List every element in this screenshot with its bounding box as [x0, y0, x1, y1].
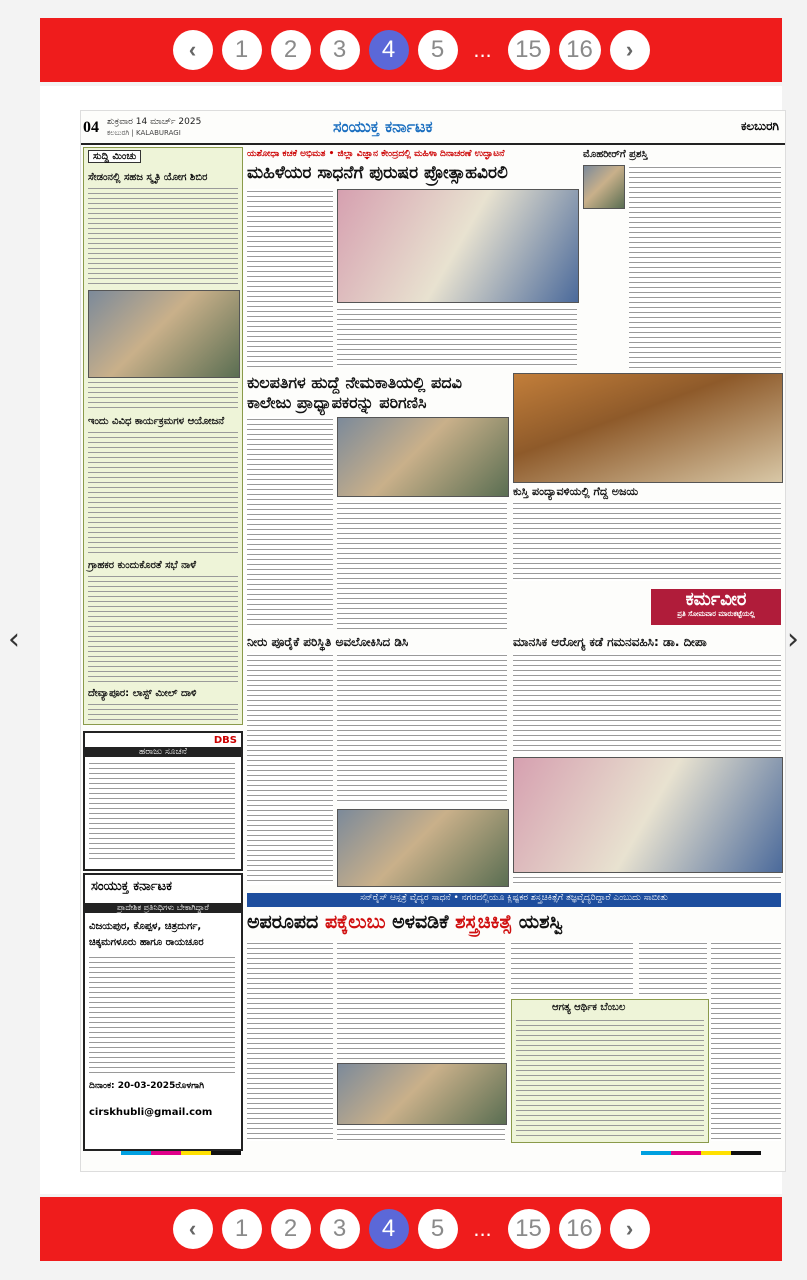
page-2-button-bottom[interactable]: 2	[271, 1209, 311, 1249]
story-2-headline-line-2: ಕಾಲೇಜು ಪ್ರಾಧ್ಯಾಪಕರನ್ನು ಪರಿಗಣಿಸಿ	[247, 393, 427, 412]
side-story-1-title: ಮೊಹರೀರ್‌ಗೆ ಪ್ರಶಸ್ತಿ	[583, 149, 648, 160]
page-4-button-current[interactable]: 4	[369, 30, 409, 70]
brief-2-text	[88, 430, 238, 554]
support-box-title: ಆಗತ್ಯ ಆರ್ಥಿಕ ಬೆಂಬಲ	[552, 1002, 626, 1013]
portrait-photo	[583, 165, 625, 209]
bottom-text-col-3	[511, 941, 633, 995]
page-15-button-bottom[interactable]: 15	[508, 1209, 550, 1249]
next-page-button-bottom[interactable]: ›	[610, 1209, 650, 1249]
bottom-headline	[247, 911, 563, 933]
brief-4-text	[88, 702, 238, 720]
issue-date: ಶುಕ್ರವಾರ 14 ಮಾರ್ಚ್ 2025	[107, 117, 202, 127]
page-canvas	[40, 86, 782, 1194]
story-3-text-col-1	[247, 653, 333, 885]
page-16-button[interactable]: 16	[559, 30, 601, 70]
page-1-button[interactable]: 1	[222, 30, 262, 70]
recruitment-ad	[83, 873, 243, 1151]
brief-photo	[88, 290, 240, 378]
brief-4-title: ದೇವ್ಯಾಪೂರ: ಲಾಸ್ಟ್ ಮೀಲ್ ದಾಳಿ	[88, 688, 197, 699]
brief-2-title: ಇಂದು ವಿವಿಧ ಕಾರ್ಯಕ್ರಮಗಳ ಆಯೋಜನೆ	[88, 416, 225, 427]
pagination-top	[40, 18, 782, 82]
auction-table	[89, 761, 235, 863]
brief-1-text	[88, 186, 238, 284]
lead-text-col-1	[247, 189, 333, 367]
bank-auction-ad	[83, 731, 243, 871]
brief-3-title: ಗ್ರಾಹಕರ ಕುಂದುಕೊರತೆ ಸಭೆ ನಾಳೆ	[88, 560, 197, 571]
bottom-photo	[337, 1063, 507, 1125]
bottom-text-col-4	[639, 941, 707, 995]
dbs-logo: DBS	[213, 735, 237, 746]
print-mark-magenta	[151, 1151, 181, 1155]
headline-part-3: ಅಳವಡಿಕೆ	[392, 911, 449, 933]
ad-logo: ಸಂಯುಕ್ತ ಕರ್ನಾಟಕ	[91, 879, 172, 894]
karma-title: ಕರ್ಮವೀರ	[685, 589, 747, 610]
story-2-text-col-2	[337, 501, 507, 629]
side-story-2-title: ಕುಸ್ತಿ ಪಂದ್ಯಾವಳಿಯಲ್ಲಿ ಗೆದ್ದ ಅಜಯ	[513, 485, 639, 498]
bottom-kicker: ಸನ್‌ರೈಸ್ ಆಸ್ಪತ್ರೆ ವೈದ್ಯರ ಸಾಧನೆ • ನಗರದಲ್ಲಿಯೂ ಕ್ಲಿಷ್ಟಕರ ಶಸ್ತ್ರಚಿಕಿತ್ಸೆಗೆ ತಜ್ಞವೈದ್ಯರಿದ್ದಾರೆ ಎಂಬುದು ಸಾಬೀತು	[247, 893, 781, 907]
story-3-headline: ನೀರು ಪೂರೈಕೆ ಪರಿಸ್ಥಿತಿ ಅವಲೋಕಿಸಿದ ಡಿಸಿ	[247, 635, 409, 649]
page-2-button[interactable]: 2	[271, 30, 311, 70]
story-2-photo	[337, 417, 509, 497]
support-box	[511, 999, 709, 1143]
page-4-button-bottom-current[interactable]: 4	[369, 1209, 409, 1249]
print-mark-yellow-2	[701, 1151, 731, 1155]
lead-text-col-2	[337, 307, 577, 367]
brief-3-text	[88, 574, 238, 682]
lead-photo	[337, 189, 579, 303]
pagination-ellipsis: ...	[473, 37, 492, 62]
newspaper-logo: ಸಂಯುಕ್ತ ಕರ್ನಾಟಕ	[333, 117, 433, 136]
page-3-button[interactable]: 3	[320, 30, 360, 70]
story-2-headline-line-1: ಕುಲಪತಿಗಳ ಹುದ್ದೆ ನೇಮಕಾತಿಯಲ್ಲಿ ಪದವಿ	[247, 373, 462, 392]
bottom-text-col-5	[711, 941, 781, 1141]
photo-caption	[88, 380, 238, 410]
city-name: ಕಲಬುರಗಿ	[740, 119, 779, 133]
headline-part-1: ಅಪರೂಪದ	[247, 911, 319, 933]
newspaper-page	[80, 110, 786, 1172]
lead-headline: ಮಹಿಳೆಯರ ಸಾಧನೆಗೆ ಪುರುಷರ ಪ್ರೋತ್ಸಾಹವಿರಲಿ	[247, 163, 508, 183]
page-1-button-bottom[interactable]: 1	[222, 1209, 262, 1249]
edition-label: ಕಲಬುರಗಿ | KALABURAGI	[107, 129, 181, 137]
story-4-photo	[513, 757, 783, 873]
prev-page-button[interactable]: ‹	[173, 30, 213, 70]
side-next-arrow-icon[interactable]: ›	[787, 622, 799, 657]
masthead	[81, 111, 785, 145]
page-15-button[interactable]: 15	[508, 30, 550, 70]
print-mark-black-2	[731, 1151, 761, 1155]
ad-deadline: ದಿನಾಂಕ: 20-03-2025ರೊಳಗಾಗಿ	[89, 1081, 205, 1091]
page-5-button[interactable]: 5	[418, 30, 458, 70]
print-mark-cyan-2	[641, 1151, 671, 1155]
section-tag: ಸುದ್ದಿ ಮಿಂಚು	[88, 150, 141, 163]
lead-kicker: ಯಶೋಧಾ ಕಚಕೆ ಅಭಿಮತ • ಜಿಲ್ಲಾ ವಿಜ್ಞಾನ ಕೇಂದ್ರದಲ್ಲಿ ಮಹಿಳಾ ದಿನಾಚರಣೆ ಉದ್ಘಾಟನೆ	[247, 149, 505, 159]
ad-line-2: ವಿಜಯಪುರ, ಕೊಪ್ಪಳ, ಚಿತ್ರದುರ್ಗ,	[89, 921, 202, 932]
karma-subtitle: ಪ್ರತಿ ಸೋಮವಾರ ಮಾರುಕಟ್ಟೆಯಲ್ಲಿ	[677, 610, 755, 618]
print-mark-magenta-2	[671, 1151, 701, 1155]
brief-1-title: ಸೇಡಂನಲ್ಲಿ ಸಹಜ ಸ್ಮೃತಿ ಯೋಗ ಶಿಬಿರ	[88, 172, 208, 183]
story-4-text	[513, 653, 781, 753]
story-3-photo	[337, 809, 509, 887]
story-4-caption	[513, 875, 781, 885]
headline-part-5: ಯಶಸ್ವಿ	[518, 911, 563, 933]
pagination-bottom	[40, 1197, 782, 1261]
print-mark-yellow	[181, 1151, 211, 1155]
story-3-text-col-2	[337, 653, 507, 803]
bottom-text-col-1	[247, 941, 333, 1141]
ad-line-3: ಚಿಕ್ಕಮಗಳೂರು ಹಾಗೂ ರಾಯಚೂರ	[89, 937, 204, 948]
next-page-button[interactable]: ›	[610, 30, 650, 70]
headline-part-4: ಶಸ್ತ್ರಚಿಕಿತ್ಸೆ	[455, 911, 513, 933]
ad-line-1: ಪ್ರಾದೇಶಿಕ ಪ್ರತಿನಿಧಿಗಳು ಬೇಕಾಗಿದ್ದಾರೆ	[85, 903, 241, 913]
prev-page-button-bottom[interactable]: ‹	[173, 1209, 213, 1249]
bottom-caption	[337, 1127, 505, 1141]
pagination-ellipsis-bottom: ...	[473, 1216, 492, 1241]
auction-title: ಹರಾಜು ಸೂಚನೆ	[85, 747, 241, 757]
side-prev-arrow-icon[interactable]: ‹	[8, 622, 20, 657]
bottom-text-col-2	[337, 941, 505, 1059]
side-story-2-text	[513, 501, 781, 581]
briefs-column	[83, 147, 243, 725]
headline-part-2: ಪಕ್ಕೆಲುಬು	[324, 911, 386, 933]
story-2-text-col-1	[247, 417, 333, 629]
page-16-button-bottom[interactable]: 16	[559, 1209, 601, 1249]
print-mark-black	[211, 1151, 241, 1155]
page-number: 04	[83, 119, 99, 136]
wrestling-photo	[513, 373, 783, 483]
support-box-text	[516, 1018, 704, 1136]
page-5-button-bottom[interactable]: 5	[418, 1209, 458, 1249]
ad-body	[89, 955, 235, 1075]
page-3-button-bottom[interactable]: 3	[320, 1209, 360, 1249]
ad-email: cirskhubli@gmail.com	[89, 1107, 213, 1118]
print-mark-cyan	[121, 1151, 151, 1155]
side-story-1-text	[629, 165, 781, 369]
story-4-headline: ಮಾನಸಿಕ ಆರೋಗ್ಯ ಕಡೆ ಗಮನವಹಿಸಿ: ಡಾ. ದೀಪಾ	[513, 635, 707, 649]
karmaveera-promo	[651, 589, 781, 625]
